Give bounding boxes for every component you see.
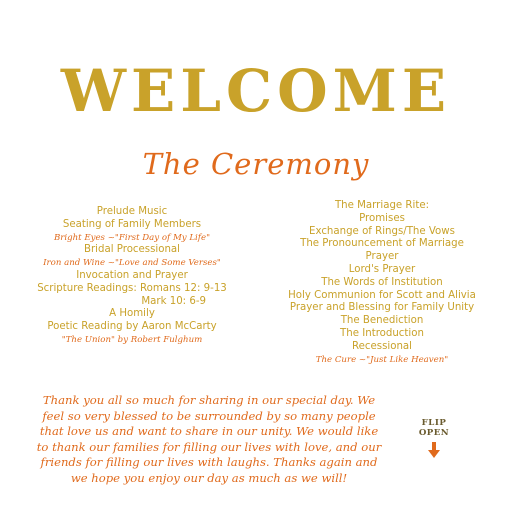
- program-right-column: [258, 200, 506, 366]
- program-item: Lord's Prayer: [348, 263, 416, 275]
- note-line: Thank you all so much for sharing in our special day. We: [42, 393, 376, 407]
- ceremony-subtitle: The Ceremony: [142, 147, 370, 181]
- program-item: Invocation and Prayer: [76, 269, 188, 281]
- program-item: The Marriage Rite:: [334, 200, 430, 211]
- note-line: feel so very blessed to be surrounded by so many people: [42, 408, 376, 423]
- program-left-column: [14, 206, 250, 347]
- note-line: we hope you enjoy our day as much as we will!: [70, 470, 348, 485]
- program-item: Seating of Family Members: [62, 218, 202, 230]
- flip-label: FLIP: [421, 418, 447, 428]
- music-credit: Bright Eyes ~"First Day of My Life": [53, 232, 211, 243]
- music-credit: "The Union" by Robert Fulghum: [61, 334, 203, 345]
- flip-open-marker: [412, 418, 456, 458]
- welcome-heading: WELCOME: [60, 57, 452, 125]
- program-item: Bridal Processional: [83, 244, 181, 256]
- note-line: to thank our families for filling our lives with love, and our: [36, 439, 382, 454]
- note-line: friends for filling our lives with laughs. Thanks again and: [40, 455, 378, 469]
- program-item: The Pronouncement of Marriage: [300, 238, 464, 250]
- program-item: The Introduction: [340, 327, 424, 339]
- arrow-down-icon: [427, 442, 441, 458]
- music-credit: Iron and Wine ~"Love and Some Verses": [43, 258, 221, 269]
- program-item: Recessional: [352, 340, 412, 352]
- note-line: that love us and want to share in our unity. We would like: [39, 424, 379, 438]
- program-item: Promises: [359, 212, 405, 224]
- music-credit: The Cure ~"Just Like Heaven": [315, 354, 449, 365]
- program-item: A Homily: [109, 308, 155, 320]
- program-item: The Benediction: [340, 315, 424, 327]
- program-item: Prayer and Blessing for Family Unity: [289, 302, 475, 314]
- thank-you-note: [14, 393, 404, 486]
- program-item: Prelude Music: [96, 206, 168, 217]
- open-label: OPEN: [418, 428, 450, 438]
- program-item: Poetic Reading by Aaron McCarty: [47, 321, 217, 333]
- program-item: Mark 10: 6-9: [141, 295, 206, 307]
- program-item: Holy Communion for Scott and Alivia: [288, 289, 476, 301]
- program-item: Prayer: [365, 251, 399, 263]
- program-item: Scripture Readings: Romans 12: 9-13: [37, 282, 227, 294]
- program-item: Exchange of Rings/The Vows: [309, 225, 455, 237]
- program-item: The Words of Institution: [321, 276, 443, 288]
